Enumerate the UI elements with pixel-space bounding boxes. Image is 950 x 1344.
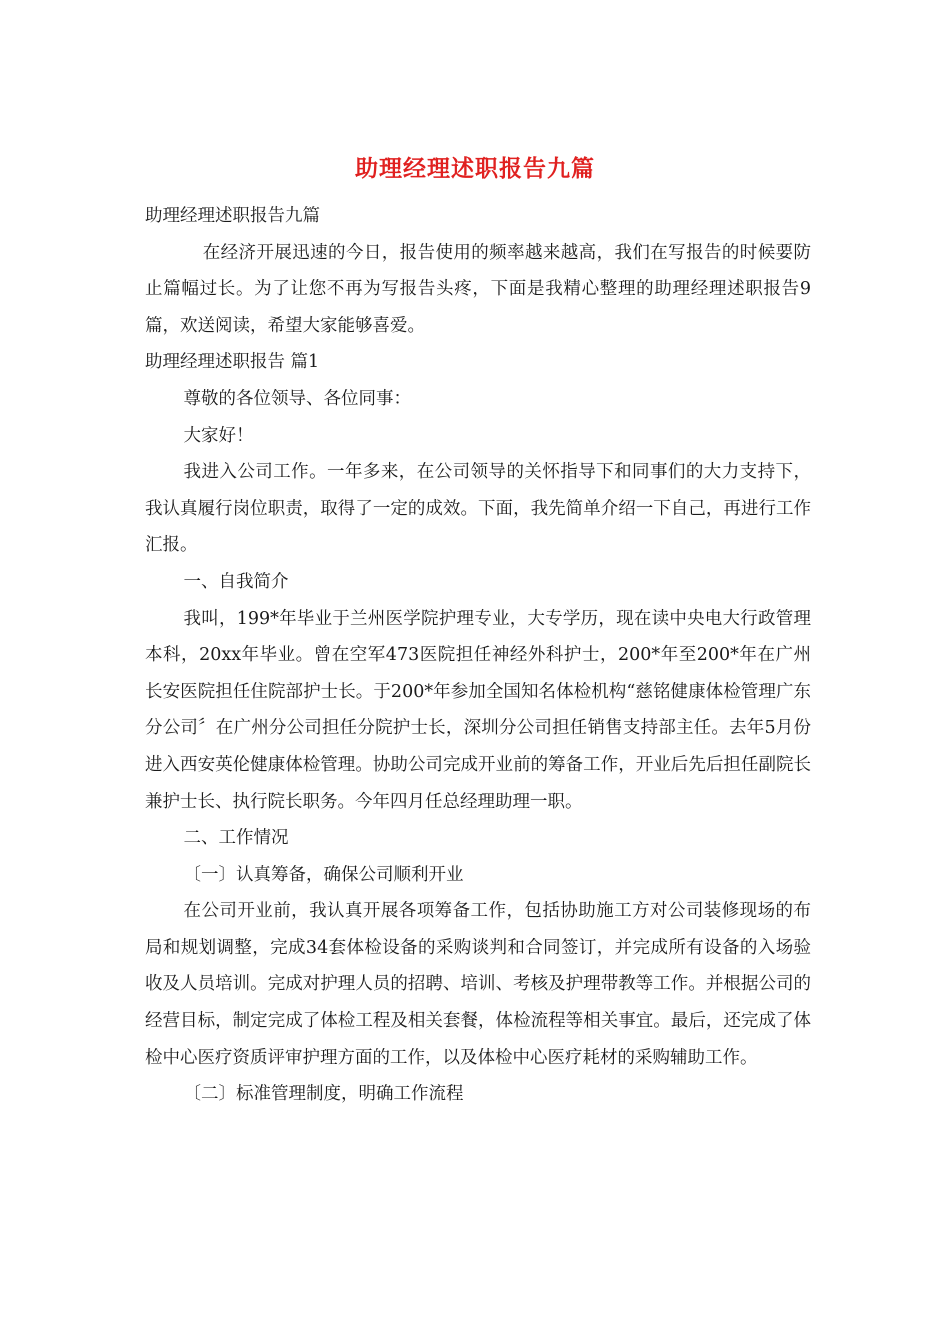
heading-self-intro: 一、自我简介 — [183, 571, 289, 592]
intro-paragraph: 在经济开展迅速的今日，报告使用的频率越来越高，我们在写报告的时候要防止篇幅过长。为了让您不再为写报告头疼，下面是我精心整理的助理经理述职报告9篇，欢送阅读，希望大家能够喜爱。 — [145, 242, 811, 336]
self-intro-paragraph: 我叫，199*年毕业于兰州医学院护理专业，大专学历，现在读中央电大行政管理本科，20xx年毕业。曾在空军473医院担任神经外科护士，200*年至200*年在广州长安医院担任住院部护士长。于200*年参加全国知名体检机构“慈铭健康体检管理广东分公司〞在广州分公司担任分院护士长，深圳分公司担任销售支持部主任。去年5月份进入西安英伦健康体检管理。协助公司完成开业前的筹备工作，开业后先后担任副院长兼护士长、执行院长职务。今年四月任总经理助理一职。 — [145, 608, 811, 812]
salutation: 尊敬的各位领导、各位同事： — [183, 388, 411, 409]
heading-work-status: 二、工作情况 — [183, 828, 289, 849]
preparation-paragraph: 在公司开业前，我认真开展各项筹备工作，包括协助施工方对公司装修现场的布局和规划调整，完成34套体检设备的采购谈判和合同签订，并完成所有设备的入场验收及人员培训。完成对护理人员的招聘、培训、考核及护理带教等工作。并根据公司的经营目标，制定完成了体检工程及相关套餐，体检流程等相关事宜。最后，还完成了体检中心医疗资质评审护理方面的工作，以及体检中心医疗耗材的采购辅助工作。 — [145, 901, 811, 1068]
subheading-management: 〔二〕标准管理制度，明确工作流程 — [183, 1084, 464, 1105]
section-heading-1: 助理经理述职报告 篇1 — [145, 352, 320, 373]
document-title: 助理经理述职报告九篇 — [355, 155, 595, 182]
subheading-preparation: 〔一〕认真筹备，确保公司顺利开业 — [183, 864, 464, 885]
document-body — [145, 198, 811, 1113]
subtitle-line: 助理经理述职报告九篇 — [145, 206, 320, 226]
opening-paragraph: 我进入公司工作。一年多来，在公司领导的关怀指导下和同事们的大力支持下，我认真履行岗位职责，取得了一定的成效。下面，我先简单介绍一下自己，再进行工作汇报。 — [145, 462, 811, 556]
greeting: 大家好！ — [183, 425, 254, 446]
